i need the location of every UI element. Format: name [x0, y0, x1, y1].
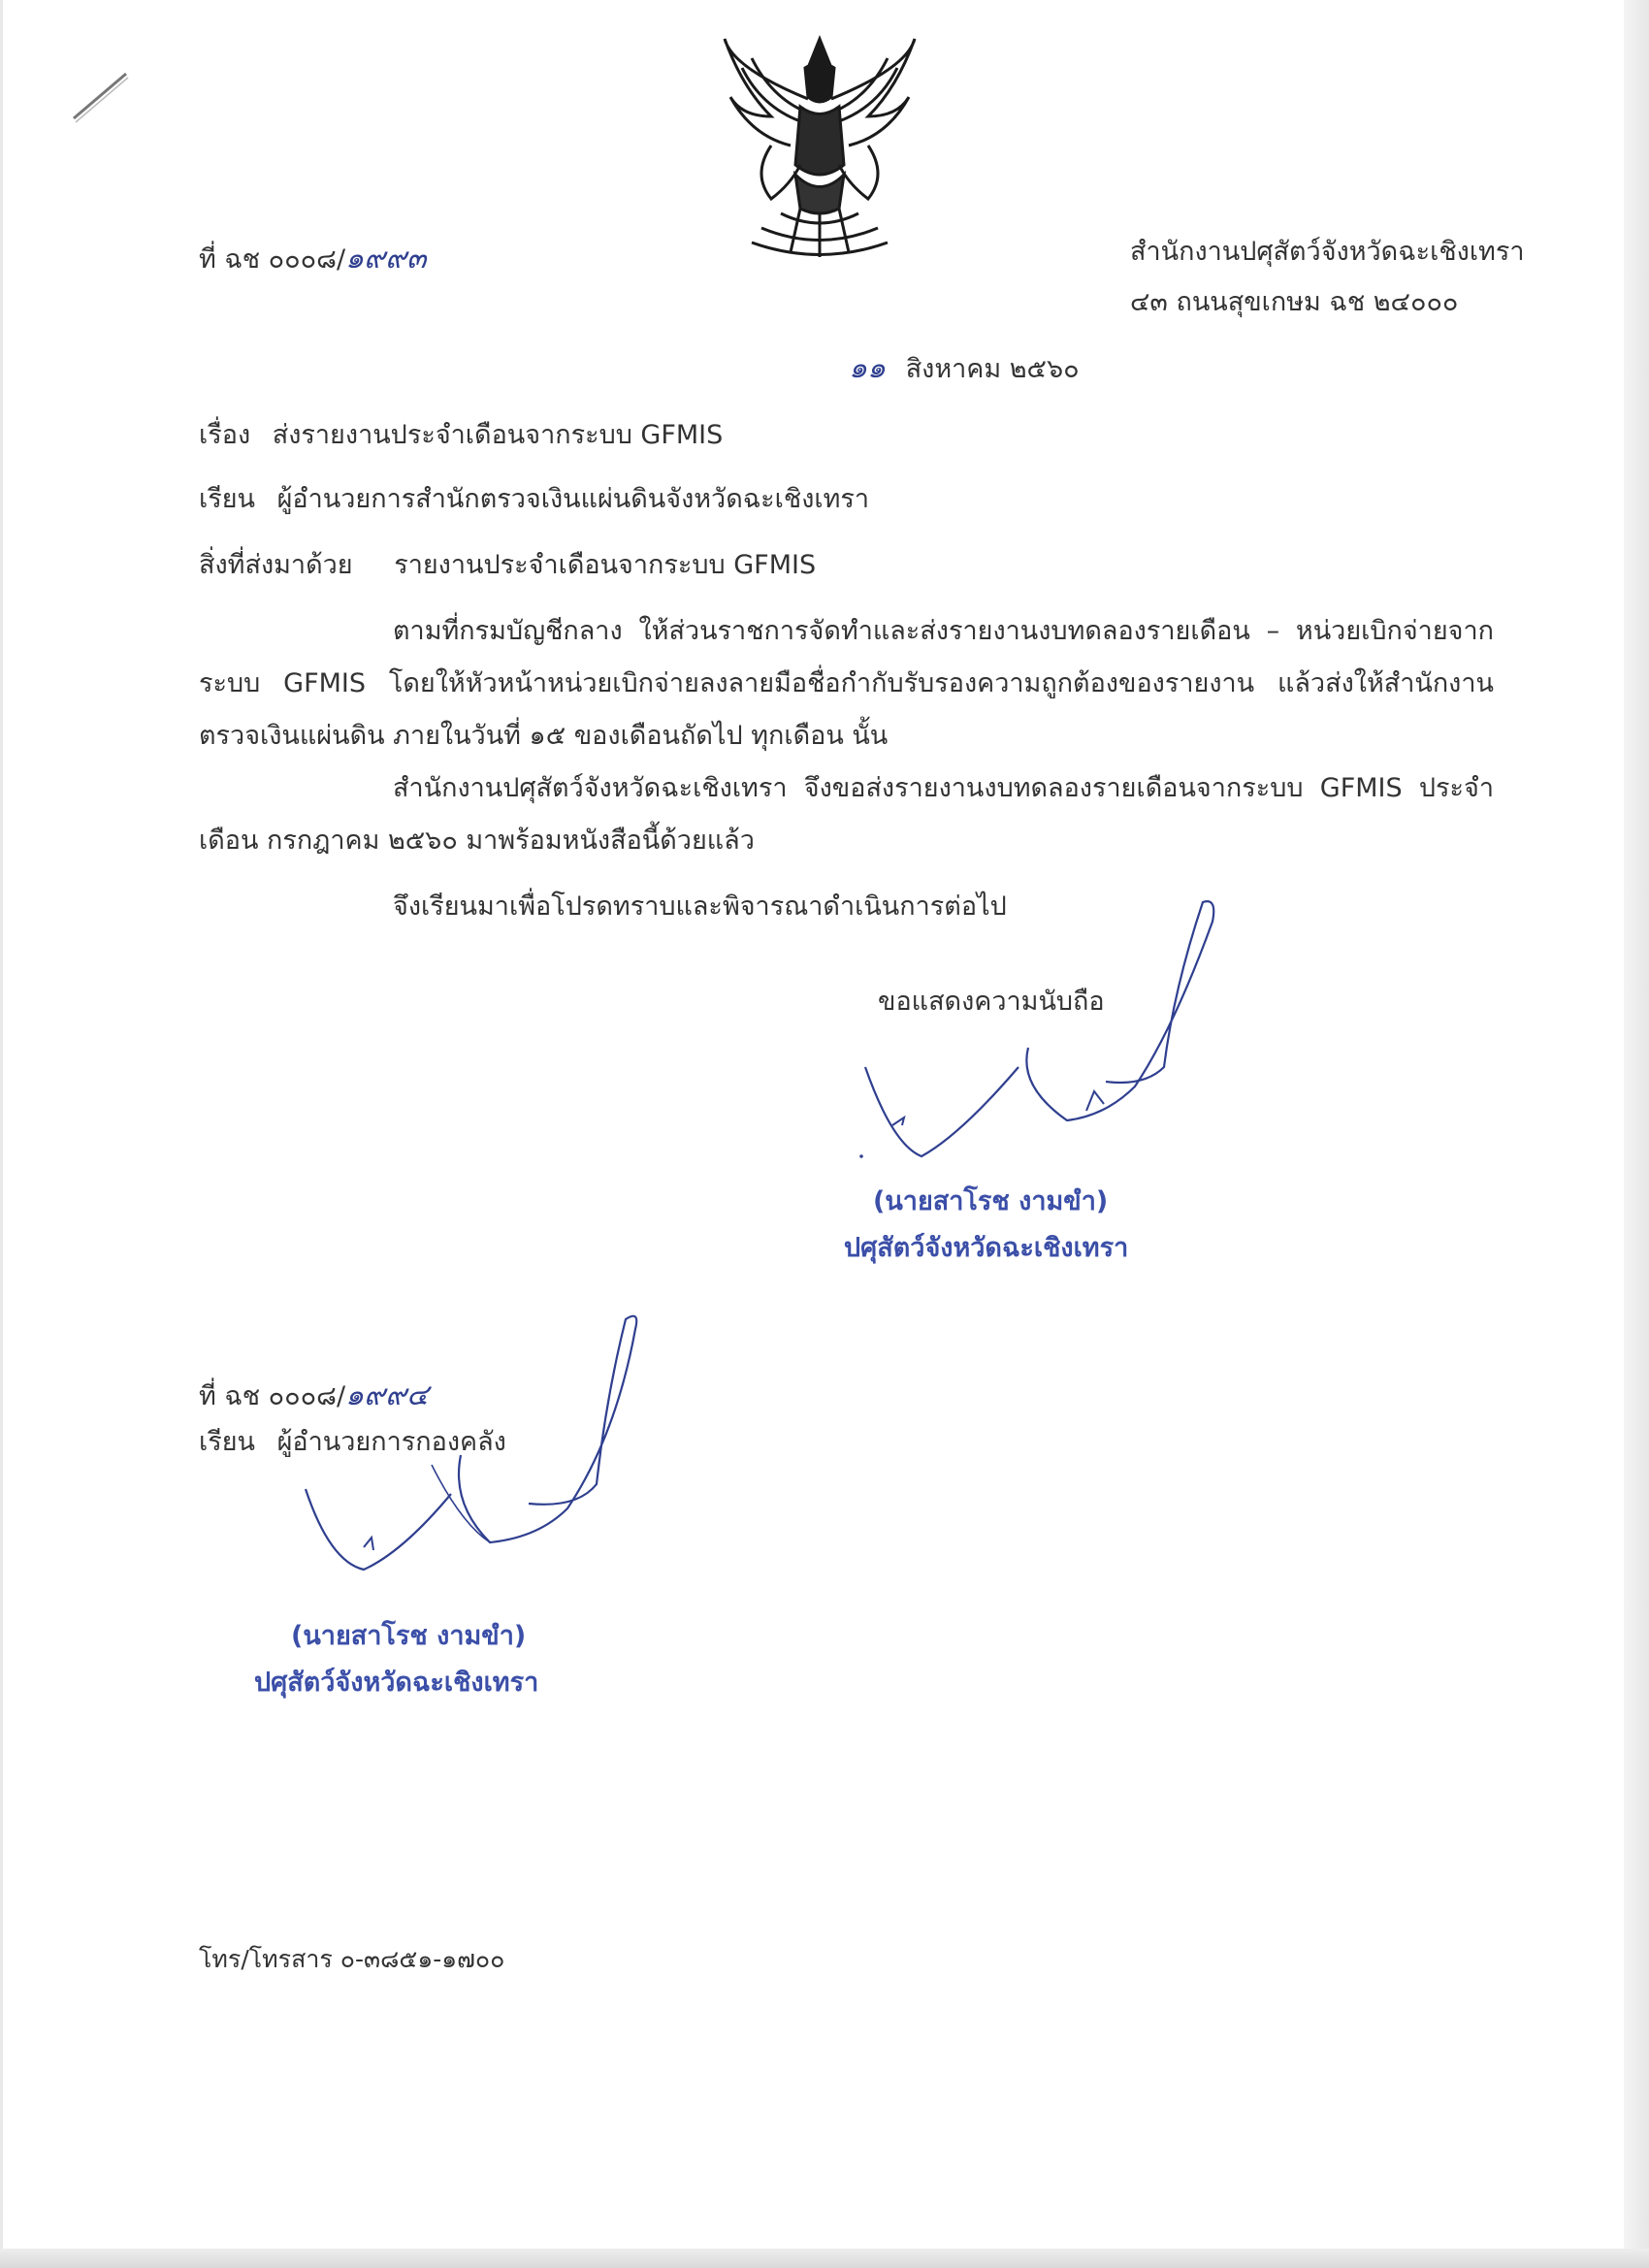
reference-number: [199, 243, 427, 276]
letter-date: [849, 352, 1080, 386]
enclosure-text: รายงานประจำเดือนจากระบบ GFMIS: [394, 550, 817, 580]
signatory-title: ปศุสัตว์จังหวัดฉะเชิงเทรา: [844, 1233, 1129, 1263]
staple-mark: [70, 68, 138, 126]
date-day-handwritten: ๑๑: [849, 351, 887, 385]
signature-endorsement: [296, 1310, 664, 1591]
footer-contact: โทร/โทรสาร ๐-๓๘๕๑-๑๗๐๐: [199, 1945, 505, 1973]
endorsement-signatory-title: ปศุสัตว์จังหวัดฉะเชิงเทรา: [254, 1668, 539, 1698]
garuda-emblem-icon: [713, 29, 926, 262]
date-month-year: สิงหาคม ๒๕๖๐: [905, 354, 1080, 384]
reference-number-prefix: ที่ ฉช ๐๐๐๘/: [199, 244, 346, 275]
office-address: ๔๓ ถนนสุขเกษม ฉช ๒๔๐๐๐: [1130, 287, 1459, 317]
recipient-line: [199, 483, 869, 516]
endorsement-ref-prefix: ที่ ฉช ๐๐๐๘/: [199, 1381, 346, 1411]
endorsement-ref-handwritten: ๑๙๙๔: [345, 1378, 429, 1412]
scan-left-edge: [0, 0, 3, 2268]
body-paragraph-2: [199, 762, 1494, 867]
body-paragraph-3: จึงเรียนมาเพื่อโปรดทราบและพิจารณาดำเนินการต่อไป: [393, 891, 1007, 922]
scan-right-edge: [1624, 0, 1649, 2268]
reference-number-handwritten: ๑๙๙๓: [345, 242, 427, 275]
body-paragraph-1-text: ตามที่กรมบัญชีกลาง ให้ส่วนราชการจัดทำและส่งรายงานงบทดลองรายเดือน – หน่วยเบิกจ่ายจากระบบ GFMIS โดยให้หัวหน้าหน่วยเบิกจ่ายลงลายมือชื่อกำกับรับรองความถูกต้องของรายงาน แล้วส่งให้สำนักงานตรวจเงินแผ่นดิน ภายในวันที่ ๑๕ ของเดือนถัดไป ทุกเดือน นั้น: [199, 616, 1494, 751]
endorsement-recipient-label: เรียน: [199, 1427, 256, 1457]
enclosure-line: [199, 549, 816, 582]
closing-phrase: ขอแสดงความนับถือ: [878, 987, 1105, 1017]
recipient-label: เรียน: [199, 484, 256, 514]
office-name: สำนักงานปศุสัตว์จังหวัดฉะเชิงเทรา: [1130, 237, 1525, 267]
body-paragraph-2-text: สำนักงานปศุสัตว์จังหวัดฉะเชิงเทรา จึงขอส่งรายงานงบทดลองรายเดือนจากระบบ GFMIS ประจำเดือน กรกฎาคม ๒๕๖๐ มาพร้อมหนังสือนี้ด้วยแล้ว: [199, 773, 1494, 856]
subject-label: เรื่อง: [199, 420, 251, 450]
signatory-name: (นายสาโรช งามขำ): [873, 1186, 1109, 1216]
subject-line: [199, 419, 723, 452]
endorsement-recipient-text: ผู้อำนวยการกองคลัง: [276, 1427, 506, 1457]
subject-text: ส่งรายงานประจำเดือนจากระบบ GFMIS: [272, 420, 724, 450]
recipient-text: ผู้อำนวยการสำนักตรวจเงินแผ่นดินจังหวัดฉะเชิงเทรา: [276, 484, 870, 514]
signature-main: [854, 892, 1222, 1183]
endorsement-signatory-name: (นายสาโรช งามขำ): [291, 1621, 527, 1651]
body-paragraph-1: [199, 605, 1494, 762]
scan-bottom-edge: [0, 2249, 1649, 2268]
enclosure-label: สิ่งที่ส่งมาด้วย: [199, 550, 353, 580]
